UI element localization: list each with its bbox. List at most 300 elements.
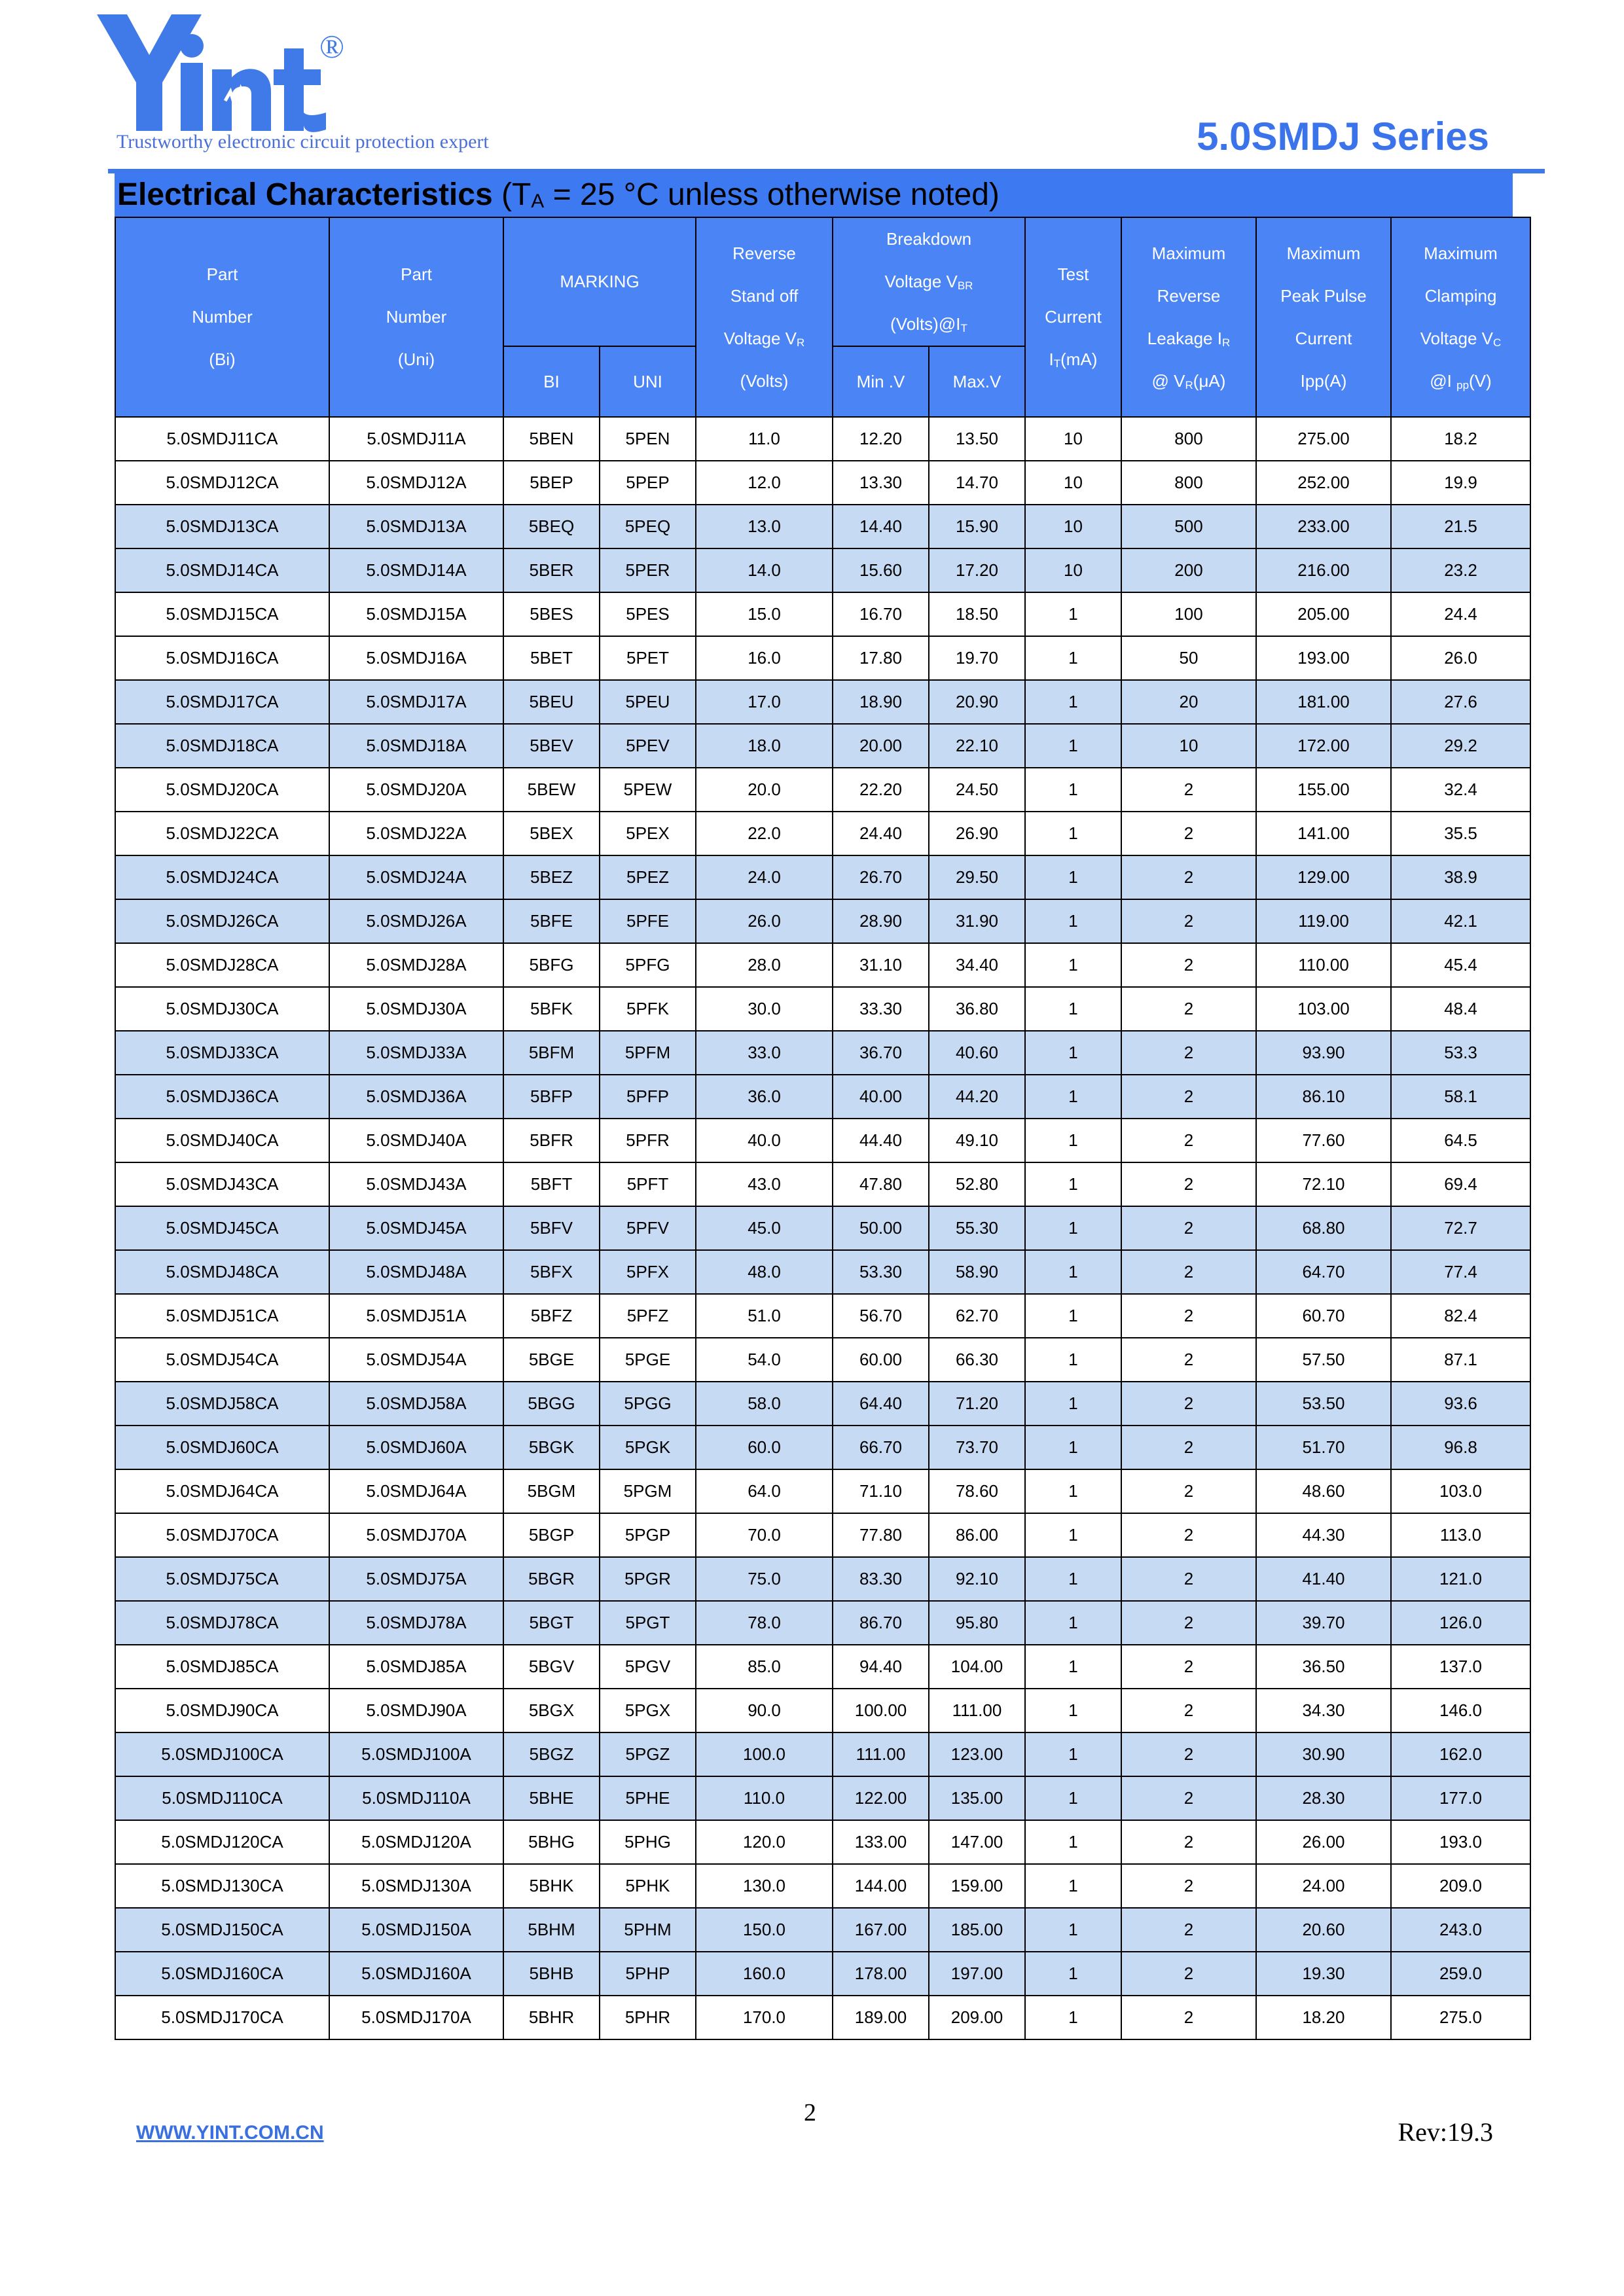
table-cell: 5.0SMDJ160CA: [115, 1952, 329, 1996]
table-cell: 52.80: [929, 1162, 1025, 1206]
table-cell: 19.30: [1256, 1952, 1391, 1996]
table-cell: 62.70: [929, 1294, 1025, 1338]
table-cell: 5.0SMDJ28A: [329, 943, 503, 987]
table-cell: 43.0: [696, 1162, 833, 1206]
table-cell: 2: [1121, 855, 1256, 899]
table-cell: 147.00: [929, 1820, 1025, 1864]
table-cell: 5BHB: [503, 1952, 600, 1996]
table-cell: 2: [1121, 1426, 1256, 1469]
table-cell: 5.0SMDJ20CA: [115, 768, 329, 812]
section-title-subscript: A: [531, 190, 545, 212]
table-cell: 2: [1121, 987, 1256, 1031]
table-cell: 5.0SMDJ30CA: [115, 987, 329, 1031]
table-cell: 5.0SMDJ48A: [329, 1250, 503, 1294]
table-cell: 126.0: [1391, 1601, 1530, 1645]
table-row: [115, 1820, 1530, 1864]
table-cell: 5.0SMDJ160A: [329, 1952, 503, 1996]
table-cell: 5.0SMDJ58CA: [115, 1382, 329, 1426]
table-cell: 5PFE: [600, 899, 696, 943]
table-cell: 5PGX: [600, 1689, 696, 1732]
table-cell: 86.10: [1256, 1075, 1391, 1119]
table-cell: 15.0: [696, 592, 833, 636]
table-cell: 5BFR: [503, 1119, 600, 1162]
table-row: [115, 768, 1530, 812]
table-cell: 121.0: [1391, 1557, 1530, 1601]
table-cell: 5.0SMDJ75CA: [115, 1557, 329, 1601]
table-cell: 5BFK: [503, 987, 600, 1031]
table-cell: 45.4: [1391, 943, 1530, 987]
table-cell: 13.0: [696, 505, 833, 548]
table-row: [115, 1294, 1530, 1338]
company-tagline: Trustworthy electronic circuit protection expert: [117, 131, 489, 152]
table-cell: 5BEU: [503, 680, 600, 724]
table-cell: 5PET: [600, 636, 696, 680]
table-cell: 33.30: [833, 987, 929, 1031]
table-cell: 5PFG: [600, 943, 696, 987]
table-cell: 1: [1025, 987, 1121, 1031]
table-cell: 51.70: [1256, 1426, 1391, 1469]
table-cell: 5.0SMDJ70CA: [115, 1513, 329, 1557]
table-cell: 14.0: [696, 548, 833, 592]
table-cell: 53.3: [1391, 1031, 1530, 1075]
table-cell: 189.00: [833, 1996, 929, 2039]
table-cell: 5.0SMDJ60A: [329, 1426, 503, 1469]
header-marking: MARKING: [503, 217, 696, 346]
table-cell: 243.0: [1391, 1908, 1530, 1952]
table-cell: 58.0: [696, 1382, 833, 1426]
table-cell: 18.50: [929, 592, 1025, 636]
table-cell: 100.00: [833, 1689, 929, 1732]
table-row: [115, 1776, 1530, 1820]
table-cell: 44.30: [1256, 1513, 1391, 1557]
table-cell: 10: [1121, 724, 1256, 768]
table-cell: 10: [1025, 417, 1121, 461]
table-cell: 233.00: [1256, 505, 1391, 548]
table-row: [115, 548, 1530, 592]
table-cell: 1: [1025, 1338, 1121, 1382]
table-cell: 5PEQ: [600, 505, 696, 548]
table-cell: 5PHP: [600, 1952, 696, 1996]
table-cell: 5PEP: [600, 461, 696, 505]
table-cell: 40.0: [696, 1119, 833, 1162]
table-cell: 1: [1025, 1601, 1121, 1645]
table-row: [115, 1382, 1530, 1426]
table-cell: 259.0: [1391, 1952, 1530, 1996]
table-cell: 130.0: [696, 1864, 833, 1908]
table-cell: 2: [1121, 1645, 1256, 1689]
table-cell: 82.4: [1391, 1294, 1530, 1338]
table-cell: 64.40: [833, 1382, 929, 1426]
table-cell: 197.00: [929, 1952, 1025, 1996]
table-cell: 29.2: [1391, 724, 1530, 768]
table-cell: 34.30: [1256, 1689, 1391, 1732]
table-cell: 5.0SMDJ130CA: [115, 1864, 329, 1908]
table-cell: 5BEX: [503, 812, 600, 855]
table-cell: 2: [1121, 1908, 1256, 1952]
table-cell: 1: [1025, 855, 1121, 899]
table-row: [115, 461, 1530, 505]
table-cell: 78.60: [929, 1469, 1025, 1513]
table-cell: 150.0: [696, 1908, 833, 1952]
table-cell: 69.4: [1391, 1162, 1530, 1206]
table-cell: 5.0SMDJ51A: [329, 1294, 503, 1338]
table-cell: 77.4: [1391, 1250, 1530, 1294]
table-cell: 1: [1025, 1776, 1121, 1820]
table-cell: 5PEU: [600, 680, 696, 724]
table-cell: 800: [1121, 461, 1256, 505]
table-cell: 1: [1025, 592, 1121, 636]
table-cell: 5.0SMDJ90A: [329, 1689, 503, 1732]
table-row: [115, 1557, 1530, 1601]
table-cell: 2: [1121, 1557, 1256, 1601]
table-cell: 5.0SMDJ12A: [329, 461, 503, 505]
table-cell: 2: [1121, 943, 1256, 987]
table-cell: 5BGZ: [503, 1732, 600, 1776]
table-cell: 2: [1121, 1075, 1256, 1119]
revision-label: Rev:19.3: [1398, 2117, 1493, 2147]
table-cell: 5.0SMDJ170A: [329, 1996, 503, 2039]
table-cell: 5.0SMDJ85A: [329, 1645, 503, 1689]
header-peak-pulse-current: Maximum Peak Pulse Current Ipp(A): [1256, 217, 1391, 417]
table-cell: 2: [1121, 1513, 1256, 1557]
table-cell: 17.0: [696, 680, 833, 724]
table-cell: 5.0SMDJ64A: [329, 1469, 503, 1513]
table-cell: 5.0SMDJ20A: [329, 768, 503, 812]
table-cell: 181.00: [1256, 680, 1391, 724]
table-cell: 5.0SMDJ120CA: [115, 1820, 329, 1864]
table-cell: 1: [1025, 1206, 1121, 1250]
table-cell: 5.0SMDJ11A: [329, 417, 503, 461]
table-cell: 5PFM: [600, 1031, 696, 1075]
table-cell: 87.1: [1391, 1338, 1530, 1382]
table-cell: 5.0SMDJ30A: [329, 987, 503, 1031]
table-cell: 5.0SMDJ130A: [329, 1864, 503, 1908]
table-cell: 60.0: [696, 1426, 833, 1469]
table-row: [115, 1162, 1530, 1206]
table-cell: 22.20: [833, 768, 929, 812]
table-cell: 5BEV: [503, 724, 600, 768]
table-cell: 5.0SMDJ43CA: [115, 1162, 329, 1206]
table-cell: 5PGT: [600, 1601, 696, 1645]
table-cell: 5PER: [600, 548, 696, 592]
table-cell: 64.5: [1391, 1119, 1530, 1162]
table-cell: 1: [1025, 1119, 1121, 1162]
table-cell: 5.0SMDJ90CA: [115, 1689, 329, 1732]
table-cell: 48.60: [1256, 1469, 1391, 1513]
table-row: [115, 899, 1530, 943]
table-cell: 5BFV: [503, 1206, 600, 1250]
table-cell: 16.0: [696, 636, 833, 680]
table-cell: 5.0SMDJ15CA: [115, 592, 329, 636]
table-cell: 5PHE: [600, 1776, 696, 1820]
table-cell: 22.0: [696, 812, 833, 855]
table-cell: 1: [1025, 1820, 1121, 1864]
table-cell: 39.70: [1256, 1601, 1391, 1645]
electrical-characteristics-table: [115, 217, 1531, 2040]
table-cell: 5.0SMDJ33CA: [115, 1031, 329, 1075]
table-cell: 1: [1025, 1075, 1121, 1119]
table-cell: 5BFZ: [503, 1294, 600, 1338]
section-title-rest: = 25 °C unless otherwise noted): [544, 177, 1000, 212]
table-cell: 24.40: [833, 812, 929, 855]
table-cell: 20: [1121, 680, 1256, 724]
table-row: [115, 1732, 1530, 1776]
table-cell: 160.0: [696, 1952, 833, 1996]
table-cell: 5.0SMDJ16CA: [115, 636, 329, 680]
table-cell: 2: [1121, 1601, 1256, 1645]
table-cell: 1: [1025, 1162, 1121, 1206]
table-cell: 5PFT: [600, 1162, 696, 1206]
table-cell: 18.90: [833, 680, 929, 724]
table-cell: 178.00: [833, 1952, 929, 1996]
table-cell: 47.80: [833, 1162, 929, 1206]
table-cell: 5PEX: [600, 812, 696, 855]
table-cell: 1: [1025, 1864, 1121, 1908]
table-cell: 15.60: [833, 548, 929, 592]
table-cell: 141.00: [1256, 812, 1391, 855]
table-cell: 5.0SMDJ15A: [329, 592, 503, 636]
table-cell: 146.0: [1391, 1689, 1530, 1732]
table-cell: 14.40: [833, 505, 929, 548]
table-cell: 57.50: [1256, 1338, 1391, 1382]
table-cell: 17.20: [929, 548, 1025, 592]
table-cell: 135.00: [929, 1776, 1025, 1820]
table-cell: 5.0SMDJ60CA: [115, 1426, 329, 1469]
table-cell: 5BFE: [503, 899, 600, 943]
table-cell: 20.90: [929, 680, 1025, 724]
table-cell: 2: [1121, 1031, 1256, 1075]
table-cell: 18.2: [1391, 417, 1530, 461]
table-cell: 5.0SMDJ11CA: [115, 417, 329, 461]
table-cell: 119.00: [1256, 899, 1391, 943]
table-cell: 1: [1025, 1426, 1121, 1469]
header-marking-bi: BI: [503, 346, 600, 417]
header-part-bi: Part Number (Bi): [115, 217, 329, 417]
table-cell: 30.0: [696, 987, 833, 1031]
table-cell: 252.00: [1256, 461, 1391, 505]
table-cell: 1: [1025, 1645, 1121, 1689]
table-cell: 2: [1121, 1119, 1256, 1162]
table-cell: 72.7: [1391, 1206, 1530, 1250]
table-cell: 5.0SMDJ36A: [329, 1075, 503, 1119]
series-title: 5.0SMDJ Series: [1197, 115, 1489, 158]
table-cell: 12.0: [696, 461, 833, 505]
table-cell: 83.30: [833, 1557, 929, 1601]
table-cell: 5.0SMDJ26CA: [115, 899, 329, 943]
table-cell: 5.0SMDJ17A: [329, 680, 503, 724]
table-row: [115, 505, 1530, 548]
table-cell: 64.70: [1256, 1250, 1391, 1294]
table-cell: 5PGZ: [600, 1732, 696, 1776]
table-cell: 5BFT: [503, 1162, 600, 1206]
table-cell: 5.0SMDJ24CA: [115, 855, 329, 899]
table-cell: 1: [1025, 1382, 1121, 1426]
table-cell: 5.0SMDJ28CA: [115, 943, 329, 987]
table-cell: 5PGK: [600, 1426, 696, 1469]
table-cell: 120.0: [696, 1820, 833, 1864]
table-cell: 5PEN: [600, 417, 696, 461]
table-cell: 2: [1121, 899, 1256, 943]
table-cell: 170.0: [696, 1996, 833, 2039]
table-cell: 5.0SMDJ17CA: [115, 680, 329, 724]
table-cell: 36.50: [1256, 1645, 1391, 1689]
table-cell: 28.90: [833, 899, 929, 943]
table-cell: 5PFR: [600, 1119, 696, 1162]
table-cell: 5BHE: [503, 1776, 600, 1820]
table-cell: 5PGE: [600, 1338, 696, 1382]
table-row: [115, 1952, 1530, 1996]
table-cell: 71.10: [833, 1469, 929, 1513]
table-cell: 21.5: [1391, 505, 1530, 548]
table-cell: 5BGT: [503, 1601, 600, 1645]
table-cell: 5.0SMDJ13A: [329, 505, 503, 548]
table-cell: 5BGV: [503, 1645, 600, 1689]
table-cell: 5.0SMDJ36CA: [115, 1075, 329, 1119]
table-cell: 92.10: [929, 1557, 1025, 1601]
table-cell: 2: [1121, 1206, 1256, 1250]
table-cell: 5.0SMDJ54A: [329, 1338, 503, 1382]
table-cell: 28.0: [696, 943, 833, 987]
table-cell: 29.50: [929, 855, 1025, 899]
table-cell: 100: [1121, 592, 1256, 636]
table-cell: 5.0SMDJ14A: [329, 548, 503, 592]
table-cell: 110.0: [696, 1776, 833, 1820]
table-cell: 16.70: [833, 592, 929, 636]
header-test-current: Test Current $I_T(mA)$: [1025, 217, 1121, 417]
table-cell: 96.8: [1391, 1426, 1530, 1469]
table-cell: 205.00: [1256, 592, 1391, 636]
page-number: 2: [804, 2099, 816, 2126]
table-cell: 5BGG: [503, 1382, 600, 1426]
table-cell: 48.0: [696, 1250, 833, 1294]
table-cell: 5.0SMDJ110A: [329, 1776, 503, 1820]
table-cell: 122.00: [833, 1776, 929, 1820]
registered-mark: ®: [319, 28, 344, 65]
table-cell: 1: [1025, 1469, 1121, 1513]
table-cell: 50.00: [833, 1206, 929, 1250]
section-title: [115, 173, 1513, 217]
header-reverse-leakage: Maximum Reverse Leakage $I_R$ @ $V_R(\mu A)$: [1121, 217, 1256, 417]
table-cell: 64.0: [696, 1469, 833, 1513]
table-cell: 5PGG: [600, 1382, 696, 1426]
table-cell: 5PFV: [600, 1206, 696, 1250]
table-cell: 5BGR: [503, 1557, 600, 1601]
table-cell: 54.0: [696, 1338, 833, 1382]
table-cell: 14.70: [929, 461, 1025, 505]
table-cell: 24.4: [1391, 592, 1530, 636]
table-cell: 5.0SMDJ18A: [329, 724, 503, 768]
table-cell: 58.1: [1391, 1075, 1530, 1119]
table-cell: 33.0: [696, 1031, 833, 1075]
table-cell: 41.40: [1256, 1557, 1391, 1601]
table-cell: 23.2: [1391, 548, 1530, 592]
table-cell: 32.4: [1391, 768, 1530, 812]
table-cell: 5.0SMDJ22CA: [115, 812, 329, 855]
table-cell: 5.0SMDJ78CA: [115, 1601, 329, 1645]
table-cell: 5.0SMDJ58A: [329, 1382, 503, 1426]
table-cell: 86.70: [833, 1601, 929, 1645]
table-cell: 5.0SMDJ100CA: [115, 1732, 329, 1776]
section-title-open: (T: [492, 177, 532, 212]
table-cell: 5PFK: [600, 987, 696, 1031]
table-cell: 5PGR: [600, 1557, 696, 1601]
table-cell: 20.0: [696, 768, 833, 812]
table-cell: 51.0: [696, 1294, 833, 1338]
table-cell: 40.60: [929, 1031, 1025, 1075]
table-cell: 2: [1121, 1294, 1256, 1338]
table-row: [115, 636, 1530, 680]
table-cell: 36.0: [696, 1075, 833, 1119]
table-cell: 1: [1025, 1557, 1121, 1601]
table-cell: 1: [1025, 1732, 1121, 1776]
table-cell: 5PGM: [600, 1469, 696, 1513]
table-cell: 68.80: [1256, 1206, 1391, 1250]
table-row: [115, 1119, 1530, 1162]
table-cell: 2: [1121, 1776, 1256, 1820]
table-cell: 123.00: [929, 1732, 1025, 1776]
table-cell: 20.60: [1256, 1908, 1391, 1952]
table-cell: 1: [1025, 1294, 1121, 1338]
table-cell: 35.5: [1391, 812, 1530, 855]
table-cell: 5BGE: [503, 1338, 600, 1382]
table-cell: 5PEZ: [600, 855, 696, 899]
table-cell: 5.0SMDJ13CA: [115, 505, 329, 548]
table-cell: 5BFP: [503, 1075, 600, 1119]
table-cell: 26.00: [1256, 1820, 1391, 1864]
table-cell: 209.0: [1391, 1864, 1530, 1908]
table-cell: 111.00: [929, 1689, 1025, 1732]
table-cell: 1: [1025, 943, 1121, 987]
table-cell: 1: [1025, 1952, 1121, 1996]
table-cell: 5.0SMDJ45A: [329, 1206, 503, 1250]
table-cell: 5.0SMDJ120A: [329, 1820, 503, 1864]
table-cell: 5PEV: [600, 724, 696, 768]
table-cell: 1: [1025, 1031, 1121, 1075]
table-row: [115, 1426, 1530, 1469]
table-cell: 94.40: [833, 1645, 929, 1689]
table-cell: 44.40: [833, 1119, 929, 1162]
table-cell: 5.0SMDJ14CA: [115, 548, 329, 592]
table-cell: 103.0: [1391, 1469, 1530, 1513]
table-cell: 72.10: [1256, 1162, 1391, 1206]
table-cell: 1: [1025, 680, 1121, 724]
table-cell: 5.0SMDJ16A: [329, 636, 503, 680]
table-cell: 2: [1121, 1689, 1256, 1732]
table-cell: 5.0SMDJ12CA: [115, 461, 329, 505]
table-cell: 93.6: [1391, 1382, 1530, 1426]
table-cell: 5.0SMDJ22A: [329, 812, 503, 855]
table-cell: 5PHR: [600, 1996, 696, 2039]
table-cell: 5.0SMDJ70A: [329, 1513, 503, 1557]
table-cell: 5.0SMDJ170CA: [115, 1996, 329, 2039]
table-row: [115, 1908, 1530, 1952]
website-link[interactable]: WWW.YINT.COM.CN: [136, 2122, 324, 2144]
table-cell: 5.0SMDJ26A: [329, 899, 503, 943]
table-cell: 2: [1121, 1469, 1256, 1513]
table-cell: 193.00: [1256, 636, 1391, 680]
table-cell: 13.50: [929, 417, 1025, 461]
table-cell: 85.0: [696, 1645, 833, 1689]
table-cell: 86.00: [929, 1513, 1025, 1557]
table-cell: 5.0SMDJ78A: [329, 1601, 503, 1645]
table-cell: 167.00: [833, 1908, 929, 1952]
table-cell: 172.00: [1256, 724, 1391, 768]
table-cell: 5BFM: [503, 1031, 600, 1075]
table-cell: 144.00: [833, 1864, 929, 1908]
table-cell: 93.90: [1256, 1031, 1391, 1075]
header-divider: [108, 169, 1545, 173]
table-cell: 113.0: [1391, 1513, 1530, 1557]
